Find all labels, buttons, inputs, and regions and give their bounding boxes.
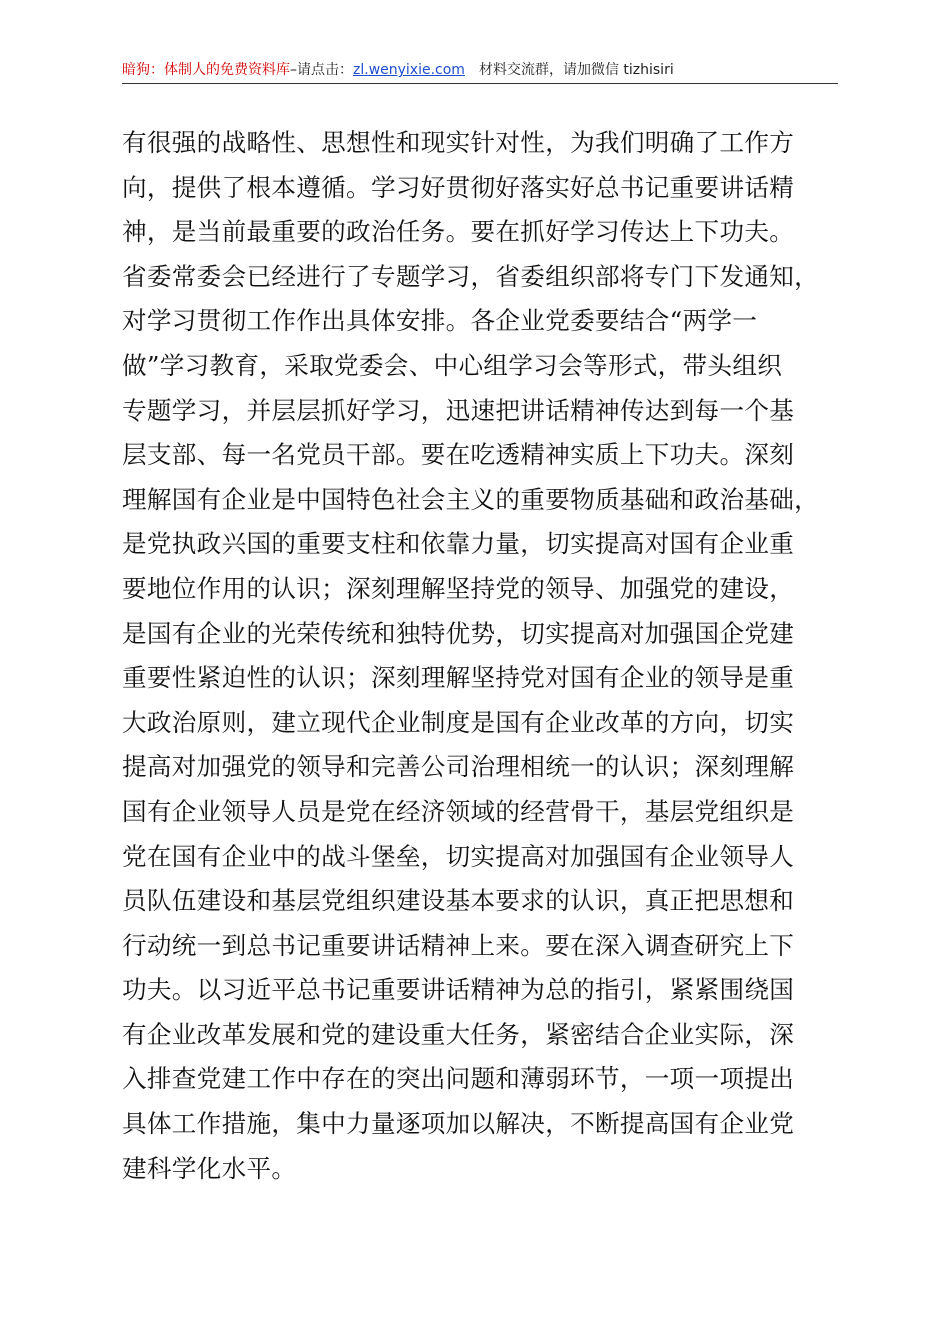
- body-line: 向，提供了根本遵循。学习好贯彻好落实好总书记重要讲话精: [122, 172, 795, 202]
- body-line: 是国有企业的光荣传统和独特优势，切实提高对加强国企党建: [122, 618, 795, 648]
- body-line: 对学习贯彻工作作出具体安排。各企业党委要结合“两学一: [122, 306, 758, 336]
- header-click-prompt: –请点击：: [290, 62, 353, 78]
- body-line: 要地位作用的认识；深刻理解坚持党的领导、加强党的建设，: [122, 573, 795, 603]
- body-line: 重要性紧迫性的认识；深刻理解坚持党对国有企业的领导是重: [122, 663, 795, 693]
- body-line: 有企业改革发展和党的建设重大任务，紧密结合企业实际，深: [122, 1019, 795, 1049]
- body-line: 层支部、每一名党员干部。要在吃透精神实质上下功夫。深刻: [122, 440, 795, 470]
- header-wechat-note: 材料交流群，请加微信 tizhisiri: [478, 62, 674, 78]
- body-line: 员队伍建设和基层党组织建设基本要求的认识，真正把思想和: [122, 886, 795, 916]
- body-line: 建科学化水平。: [122, 1153, 297, 1183]
- header-url-link[interactable]: zl.wenyixie.com: [353, 62, 465, 78]
- body-line: 入排查党建工作中存在的突出问题和薄弱环节，一项一项提出: [122, 1064, 795, 1094]
- body-line: 提高对加强党的领导和完善公司治理相统一的认识；深刻理解: [122, 752, 795, 782]
- body-line: 功夫。以习近平总书记重要讲话精神为总的指引，紧紧围绕国: [122, 975, 795, 1005]
- header-divider: [122, 83, 838, 84]
- body-line: 党在国有企业中的战斗堡垒，切实提高对加强国有企业领导人: [122, 841, 795, 871]
- body-line: 具体工作措施，集中力量逐项加以解决，不断提高国有企业党: [122, 1109, 795, 1139]
- body-line: 国有企业领导人员是党在经济领域的经营骨干，基层党组织是: [122, 796, 795, 826]
- body-line: 省委常委会已经进行了专题学习，省委组织部将专门下发通知，: [122, 261, 820, 291]
- body-line: 做”学习教育，采取党委会、中心组学习会等形式，带头组织: [122, 350, 783, 380]
- document-body: [122, 121, 842, 1191]
- body-line: 专题学习，并层层抓好学习，迅速把讲话精神传达到每一个基: [122, 395, 795, 425]
- body-line: 理解国有企业是中国特色社会主义的重要物质基础和政治基础，: [122, 484, 820, 514]
- body-line: 是党执政兴国的重要支柱和依靠力量，切实提高对国有企业重: [122, 529, 795, 559]
- page-header: [122, 58, 838, 82]
- body-line: 有很强的战略性、思想性和现实针对性，为我们明确了工作方: [122, 128, 795, 157]
- header-site-name: 暗狗：体制人的免费资料库: [122, 62, 290, 78]
- body-line: 神，是当前最重要的政治任务。要在抓好学习传达上下功夫。: [122, 217, 795, 247]
- body-line: 行动统一到总书记重要讲话精神上来。要在深入调查研究上下: [122, 930, 795, 960]
- body-line: 大政治原则，建立现代企业制度是国有企业改革的方向，切实: [122, 707, 795, 737]
